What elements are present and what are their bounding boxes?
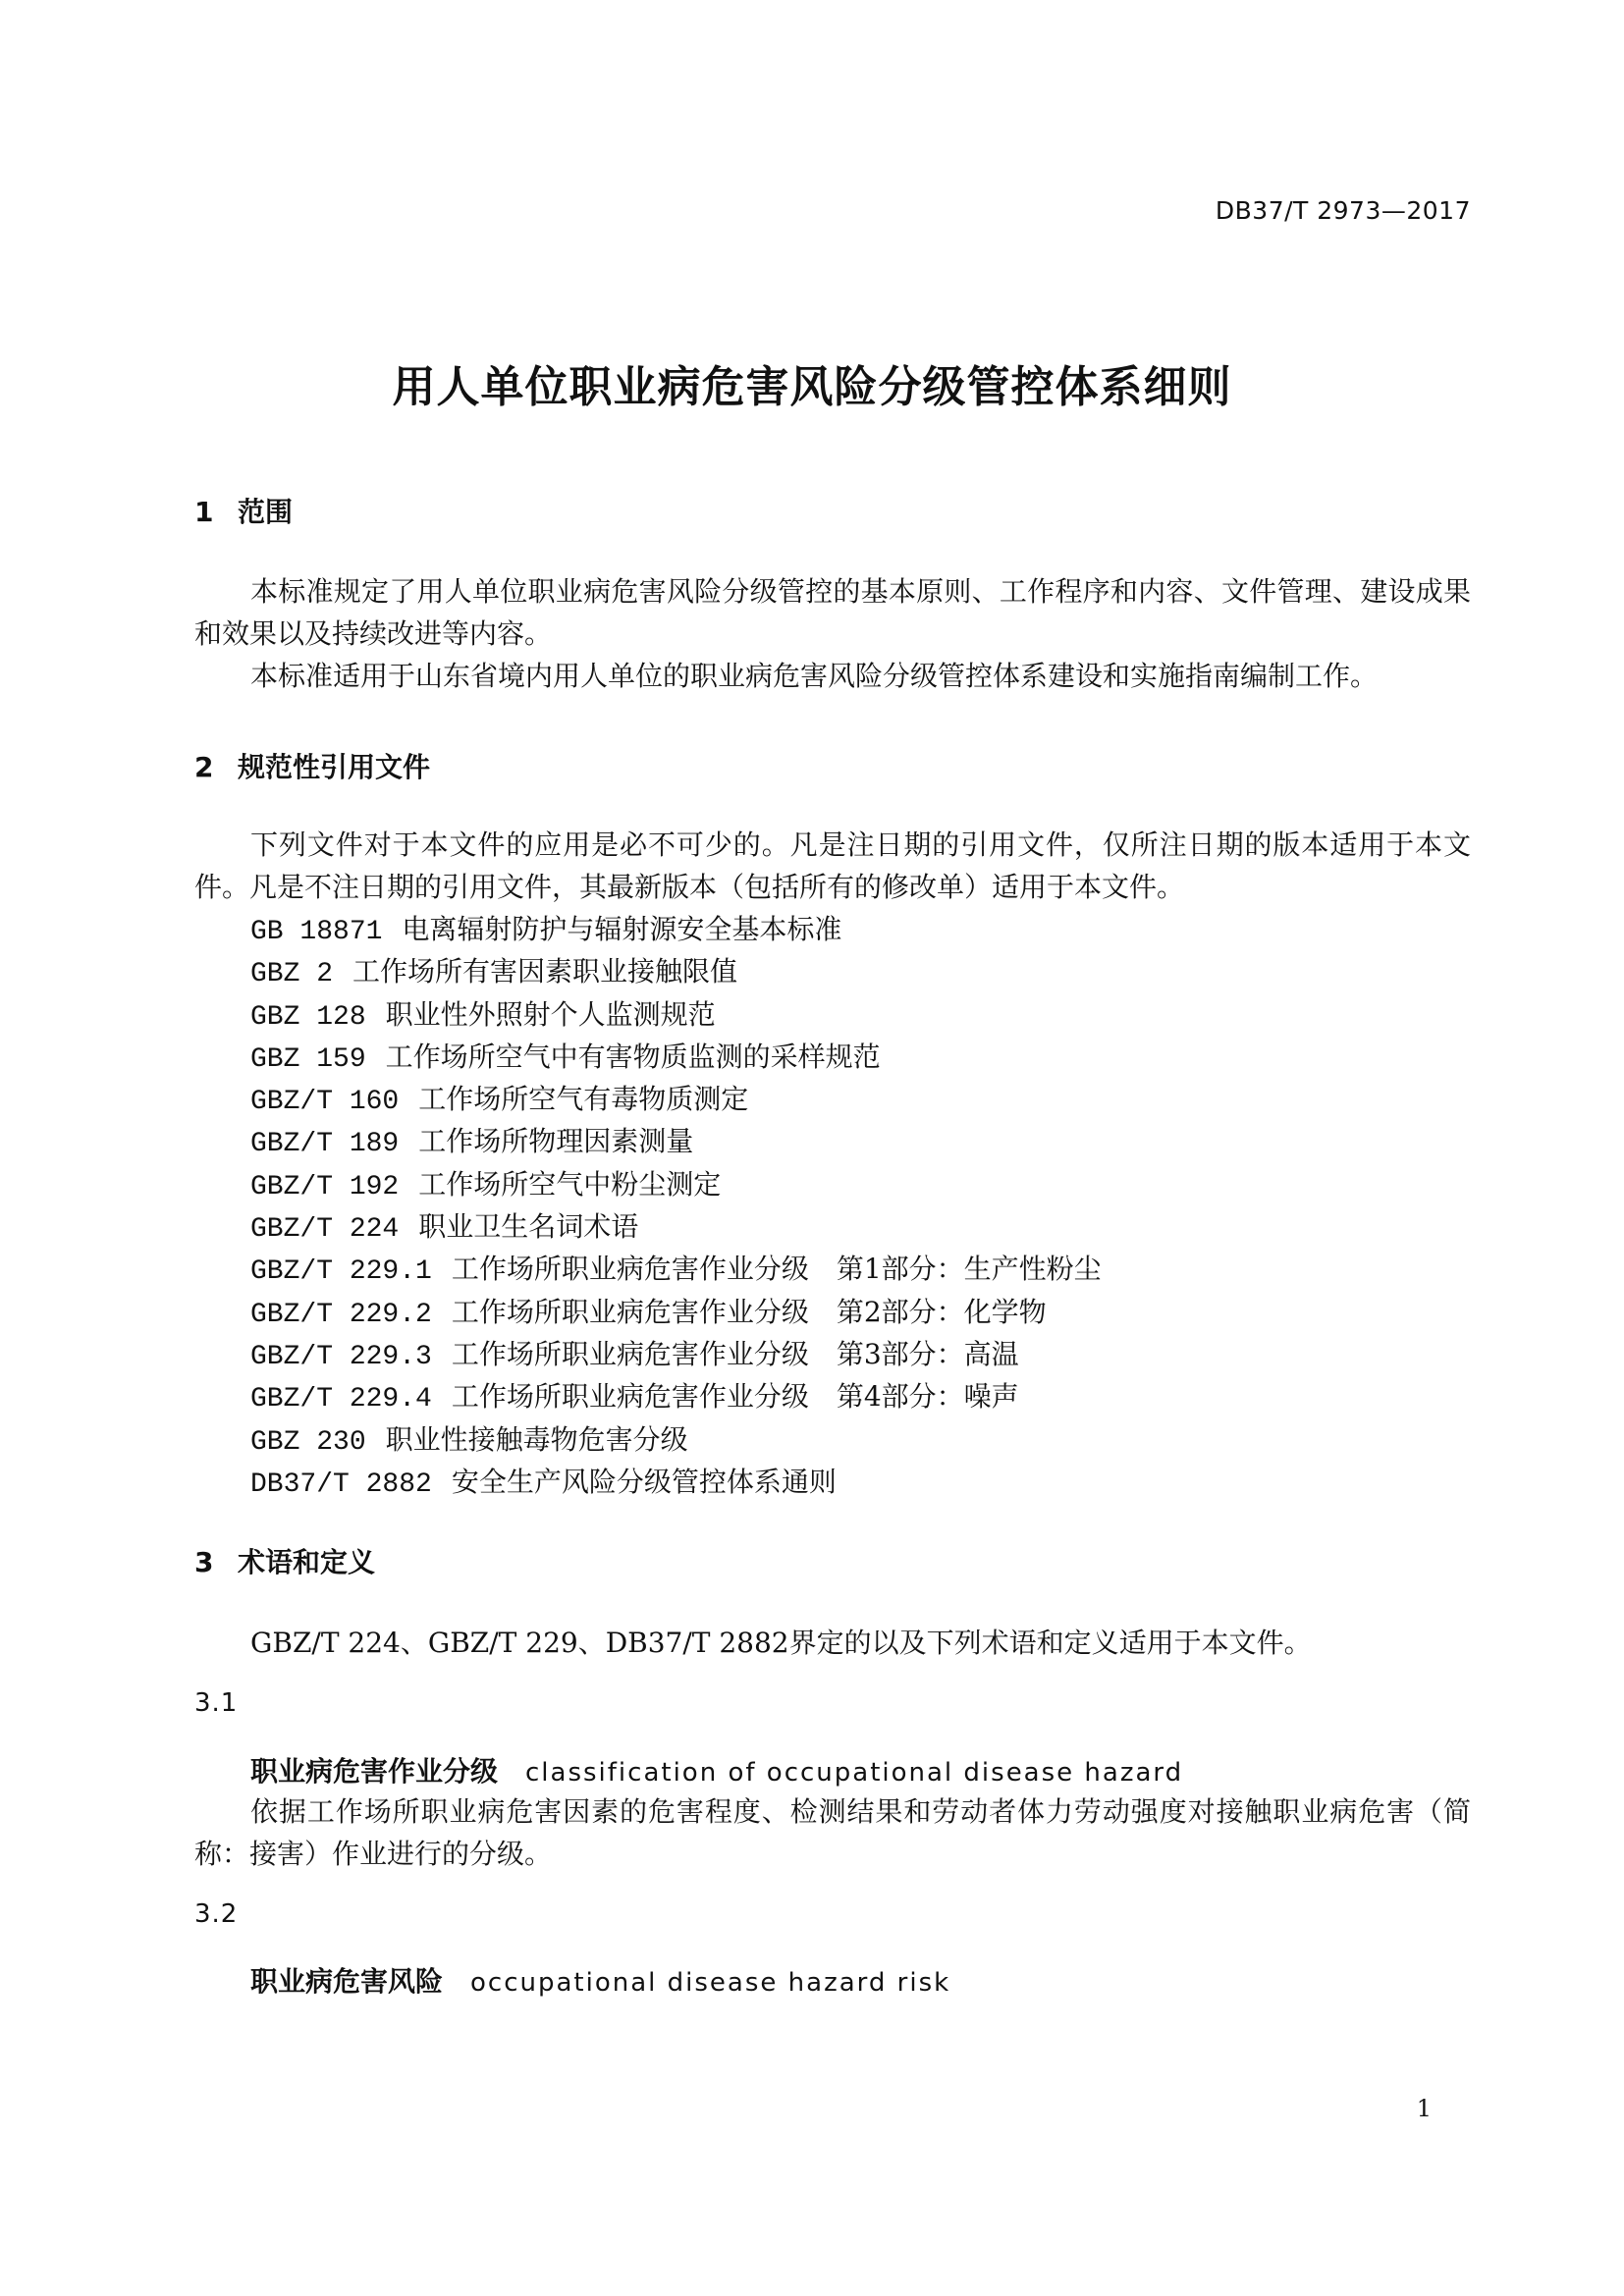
reference-item — [250, 1163, 1102, 1205]
reference-code: GBZ/T 229.1 — [250, 1256, 432, 1288]
section-2-heading — [194, 746, 430, 785]
reference-code: GBZ/T 229.3 — [250, 1341, 432, 1372]
reference-title: 工作场所职业病危害作业分级 第3部分：高温 — [451, 1337, 1019, 1370]
reference-code: GBZ/T 189 — [250, 1129, 400, 1160]
reference-title: 工作场所职业病危害作业分级 第4部分：噪声 — [451, 1380, 1019, 1414]
reference-title: 职业性接触毒物危害分级 — [385, 1422, 688, 1456]
reference-list — [250, 908, 1102, 1503]
section-1-paragraph-2: 本标准适用于山东省境内用人单位的职业病危害风险分级管控体系建设和实施指南编制工作。 — [250, 660, 1379, 692]
section-number: 1 — [194, 496, 214, 528]
term-heading — [250, 1750, 1183, 1789]
reference-item — [250, 1078, 1102, 1120]
section-title: 范围 — [238, 496, 294, 528]
reference-title: 职业性外照射个人监测规范 — [385, 997, 716, 1031]
section-number: 3 — [194, 1546, 214, 1578]
reference-item — [250, 1418, 1102, 1461]
reference-code: GBZ 230 — [250, 1426, 366, 1458]
reference-title: 工作场所职业病危害作业分级 第2部分：化学物 — [451, 1295, 1047, 1328]
reference-item — [250, 1291, 1102, 1333]
term-definition: 依据工作场所职业病危害因素的危害程度、检测结果和劳动者体力劳动强度对接触职业病危害（简称：接害）作业进行的分级。 — [194, 1795, 1471, 1870]
term-english: occupational disease hazard risk — [470, 1968, 951, 1998]
reference-code: GBZ/T 224 — [250, 1214, 400, 1246]
reference-title: 工作场所有害因素职业接触限值 — [352, 955, 738, 988]
reference-title: 工作场所空气有毒物质测定 — [418, 1083, 749, 1116]
reference-item — [250, 1036, 1102, 1078]
reference-item — [250, 1333, 1102, 1375]
reference-item — [250, 1120, 1102, 1162]
reference-code: GBZ 159 — [250, 1043, 366, 1075]
reference-item — [250, 1461, 1102, 1503]
section-1-heading — [194, 491, 293, 530]
reference-code: GBZ/T 160 — [250, 1087, 400, 1118]
section-1-paragraph-1: 本标准规定了用人单位职业病危害风险分级管控的基本原则、工作程序和内容、文件管理、建设成果和效果以及持续改进等内容。 — [194, 575, 1471, 650]
reference-title: 电离辐射防护与辐射源安全基本标准 — [402, 913, 842, 945]
section-number: 2 — [194, 751, 214, 783]
page-number: 1 — [1416, 2095, 1432, 2122]
reference-code: GBZ/T 192 — [250, 1171, 400, 1202]
reference-title: 工作场所空气中粉尘测定 — [418, 1167, 722, 1201]
section-3-heading — [194, 1541, 375, 1580]
section-title: 术语和定义 — [238, 1546, 376, 1578]
reference-title: 工作场所职业病危害作业分级 第1部分：生产性粉尘 — [451, 1253, 1102, 1286]
section-title: 规范性引用文件 — [238, 751, 431, 783]
reference-code: GB 18871 — [250, 917, 383, 947]
reference-code: GBZ/T 229.2 — [250, 1299, 432, 1330]
reference-code: GBZ 128 — [250, 1001, 366, 1033]
document-code: DB37/T 2973—2017 — [1215, 196, 1471, 225]
reference-item — [250, 908, 1102, 950]
section-2-paragraph-1: 下列文件对于本文件的应用是必不可少的。凡是注日期的引用文件，仅所注日期的版本适用于本文件。凡是不注日期的引用文件，其最新版本（包括所有的修改单）适用于本文件。 — [194, 828, 1471, 903]
section-3-paragraph-1: GBZ/T 224、GBZ/T 229、DB37/T 2882界定的以及下列术语和定义适用于本文件。 — [250, 1627, 1312, 1659]
reference-title: 职业卫生名词术语 — [418, 1210, 639, 1244]
reference-title: 工作场所物理因素测量 — [418, 1125, 694, 1158]
term-number: 3.1 — [194, 1688, 239, 1718]
term-number: 3.2 — [194, 1899, 239, 1929]
reference-item — [250, 1375, 1102, 1417]
term-chinese: 职业病危害作业分级 — [250, 1755, 499, 1788]
term-heading — [250, 1960, 950, 2000]
reference-title: 安全生产风险分级管控体系通则 — [451, 1465, 837, 1498]
term-english: classification of occupational disease hazard — [525, 1758, 1184, 1788]
reference-code: DB37/T 2882 — [250, 1468, 432, 1500]
reference-item — [250, 1248, 1102, 1290]
reference-code: GBZ 2 — [250, 959, 334, 990]
reference-code: GBZ/T 229.4 — [250, 1384, 432, 1415]
reference-item — [250, 993, 1102, 1036]
reference-item — [250, 950, 1102, 992]
term-chinese: 职业病危害风险 — [250, 1965, 444, 1998]
page-title: 用人单位职业病危害风险分级管控体系细则 — [392, 362, 1232, 412]
reference-item — [250, 1205, 1102, 1248]
reference-title: 工作场所空气中有害物质监测的采样规范 — [385, 1040, 881, 1073]
